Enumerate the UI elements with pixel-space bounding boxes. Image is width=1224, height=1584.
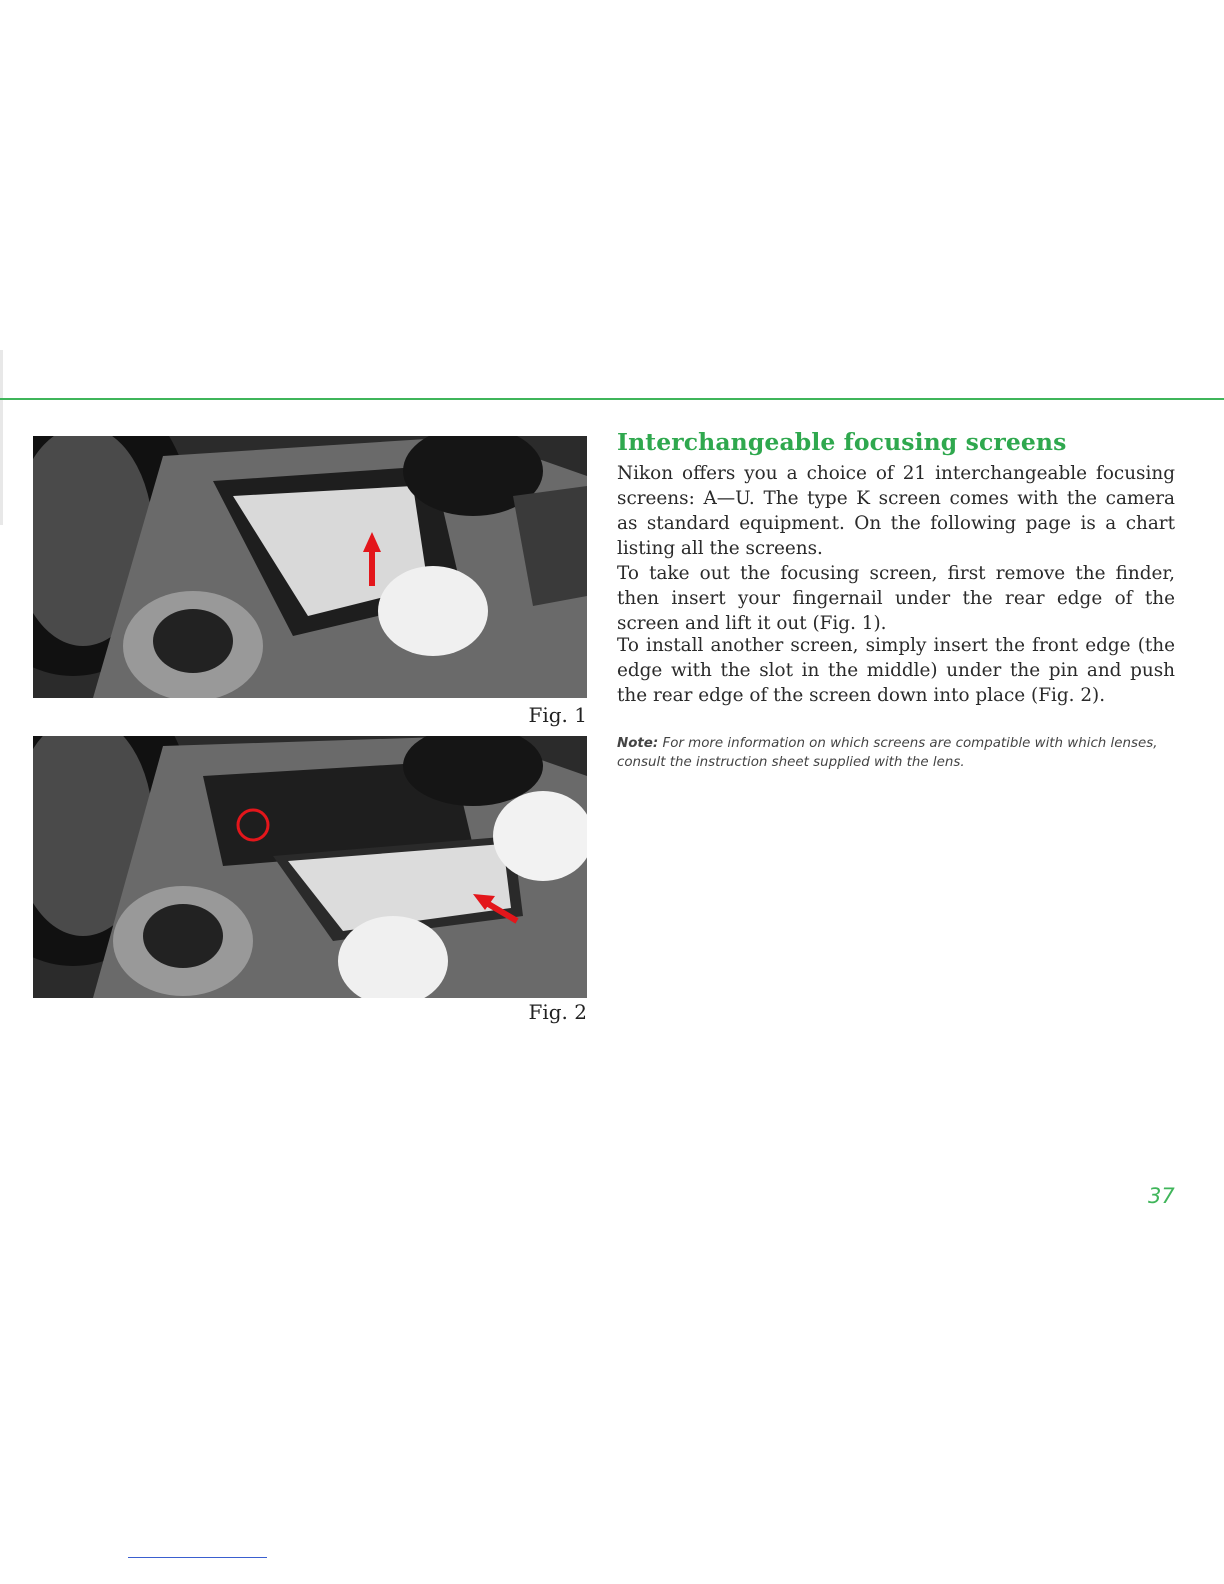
section-divider [0, 398, 1224, 400]
bottom-link-underline[interactable] [128, 1557, 267, 1558]
figure-2-caption: Fig. 2 [528, 1000, 587, 1024]
scan-edge [0, 350, 3, 525]
section-heading: Interchangeable focusing screens [617, 428, 1067, 456]
figure-1-caption: Fig. 1 [528, 703, 587, 727]
paragraph-screen-choices: Nikon offers you a choice of 21 interchangeable focusing screens: A—U. The type K screen comes with the camera as standard equipment. On the following page is a chart listing all the screens. [617, 463, 1175, 559]
figure-2-photo [33, 736, 587, 998]
camera-screen-removal-illustration [33, 436, 587, 698]
paragraph-remove-screen: To take out the focusing screen, first remove the finder, then insert your fingernail under the rear edge of the screen and lift it out (Fig. 1). [617, 563, 1175, 634]
note [617, 734, 1177, 772]
paragraph-install-screen: To install another screen, simply insert the front edge (the edge with the slot in the middle) under the pin and push the rear edge of the screen down into place (Fig. 2). [617, 635, 1175, 706]
note-text: For more information on which screens are compatible with which lenses, consult the instruction sheet supplied with the lens. [617, 736, 1158, 770]
figure-1-photo [33, 436, 587, 698]
page-number: 37 [1148, 1184, 1175, 1208]
note-label: Note: [617, 736, 659, 751]
camera-screen-install-illustration [33, 736, 587, 998]
